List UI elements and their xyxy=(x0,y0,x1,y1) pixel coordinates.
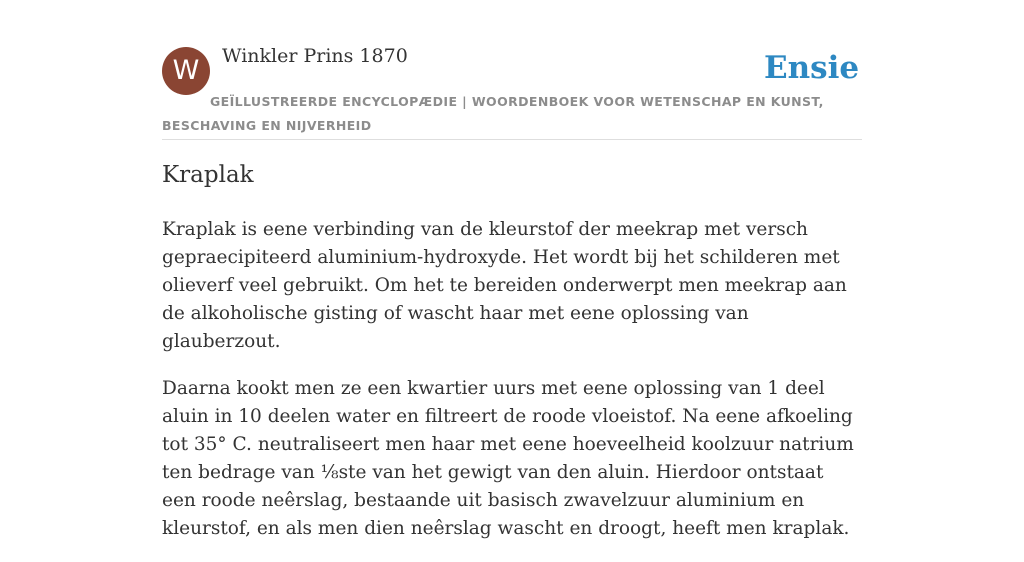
entry-paragraph-2: Daarna kookt men ze een kwartier uurs met eene oplossing van 1 deel aluin in 10 deelen water en filtreert de roode vloeistof. Na eene afkoeling tot 35° C. neutraliseert men haar met eene hoeveelheid koolzuur natrium ten bedrage van ⅛ste van het gewigt van den aluin. Hierdoor ontstaat een roode neêrslag, bestaande uit basisch zwavelzuur aluminium en kleurstof, en als men dien neêrslag wascht en droogt, heeft men kraplak. xyxy=(162,378,854,539)
header-divider xyxy=(162,139,862,140)
ensie-logo-link[interactable]: Ensie xyxy=(764,50,860,86)
entry-body xyxy=(162,216,862,562)
entry-headword: Kraplak xyxy=(162,162,254,188)
site-title[interactable]: Winkler Prins 1870 xyxy=(222,45,408,67)
site-subtitle: GEÏLLUSTREERDE ENCYCLOPÆDIE | WOORDENBOEK VOOR WETENSCHAP EN KUNST, BESCHAVING EN NIJVERHEID xyxy=(162,94,824,133)
avatar[interactable]: W xyxy=(162,47,210,95)
entry-paragraph-1: Kraplak is eene verbinding van de kleurstof der meekrap met versch gepraecipiteerd aluminium-hydroxyde. Het wordt bij het schilderen met olieverf veel gebruikt. Om het te bereiden onderwerpt men meekrap aan de alkoholische gisting of wascht haar met eene oplossing van glauberzout. xyxy=(162,219,847,352)
